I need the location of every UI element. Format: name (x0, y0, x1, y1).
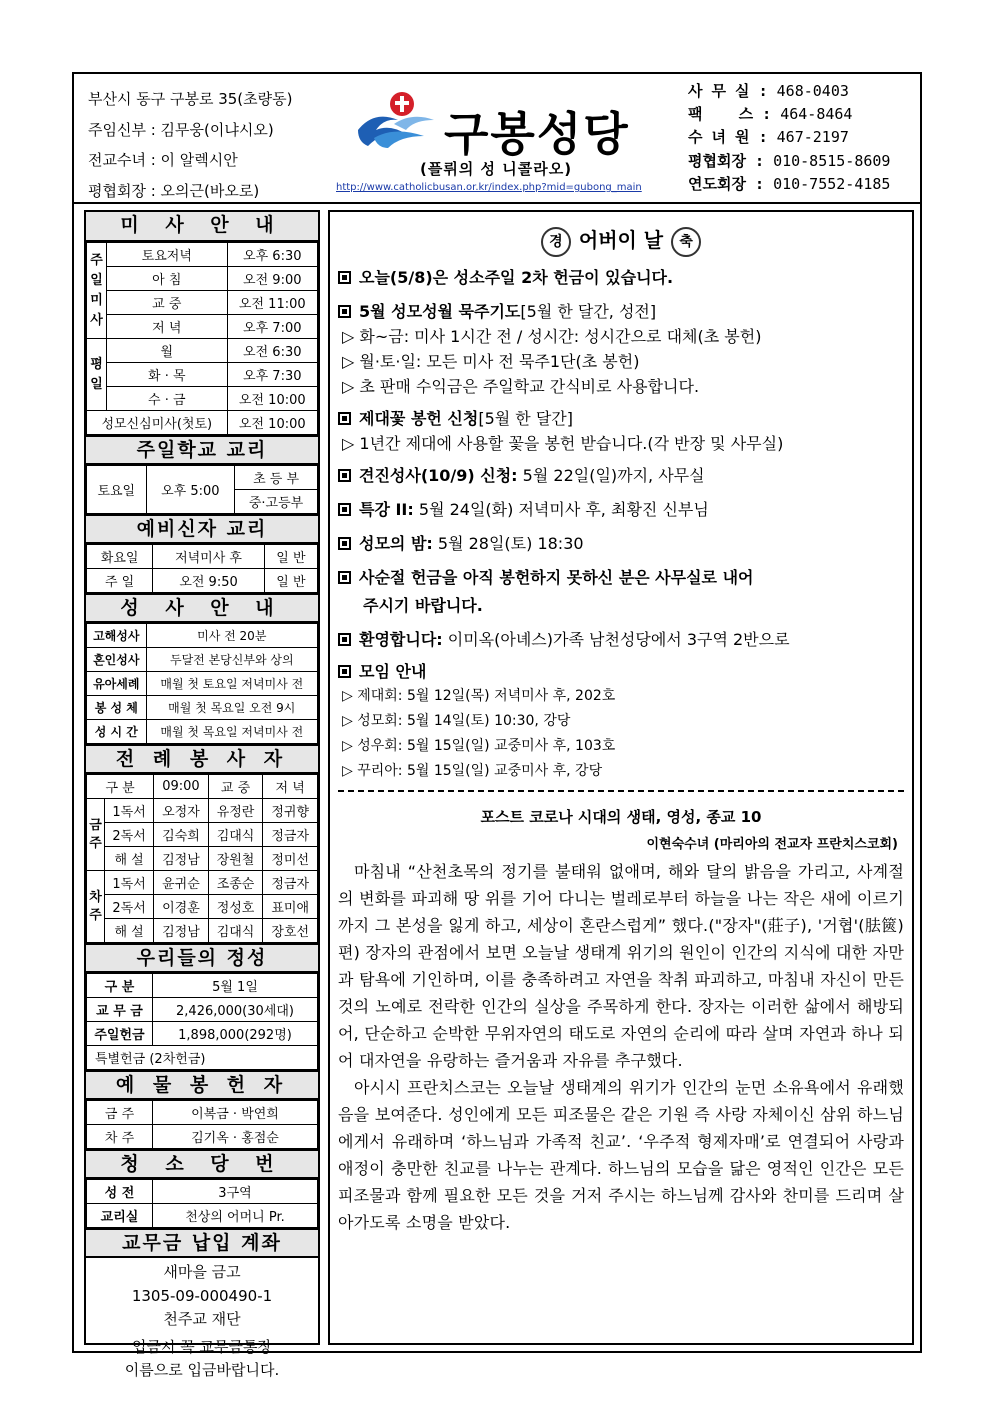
cell: 미사 전 20분 (146, 624, 317, 648)
cell: 구 분 (87, 974, 153, 998)
cell: 윤귀순 (154, 871, 209, 895)
cell: 이경훈 (154, 895, 209, 919)
pastor: 주임신부 : 김무웅(이냐시오) (88, 120, 274, 139)
cleaning-heading: 청 소 당 번 (86, 1149, 318, 1179)
cell: 해 설 (105, 847, 154, 871)
catechumen-table (86, 544, 318, 593)
cell: 정성호 (208, 895, 263, 919)
church-logo-icon (354, 90, 438, 152)
cell: 저 녁 (263, 775, 318, 799)
sacraments-table (86, 623, 318, 744)
mass-name: 화 · 목 (107, 363, 228, 387)
cell: 1독서 (105, 799, 154, 823)
mass-time: 오전 9:00 (227, 267, 317, 291)
bullet-icon (338, 469, 351, 482)
servers-table (86, 774, 318, 943)
account-line: 새마을 금고 (163, 1263, 241, 1281)
notice-item: 제대꽃 봉헌 신청[5월 한 달간] (338, 407, 904, 431)
notice-item: 성모의 밤: 5월 28일(토) 18:30 (338, 532, 904, 556)
offering-heading: 우리들의 정성 (86, 943, 318, 973)
cell: 장호선 (263, 919, 318, 943)
catechumen-heading: 예비신자 교리 (86, 514, 318, 544)
bullet-icon (338, 633, 351, 646)
cell: 특별헌금 (2차헌금) (87, 1046, 318, 1070)
cell: 유아세례 (87, 672, 147, 696)
parish-title: 구봉성당 (444, 107, 630, 161)
cell: 정미선 (263, 847, 318, 871)
account-info (86, 1258, 318, 1383)
cell: 성 전 (87, 1180, 153, 1204)
cell: 5월 1일 (153, 974, 318, 998)
cell: 저녁미사 후 (153, 545, 265, 569)
cell: 1,898,000(292명) (153, 1022, 318, 1046)
cell: 2,426,000(30세대) (153, 998, 318, 1022)
bullet-icon (338, 571, 351, 584)
contact-row: 수 녀 원 : 467-2197 (688, 128, 849, 147)
sunday-label: 주일미사 (87, 243, 107, 339)
divider (338, 790, 904, 792)
sunday-school-table (86, 465, 318, 514)
cell: 오전 9:50 (153, 569, 265, 593)
council: 평협회장 : 오의근(바오로) (88, 181, 260, 200)
right-column (328, 210, 914, 1345)
account-heading: 교무금 납입 계좌 (86, 1228, 318, 1258)
notice-item: 환영합니다: 이미옥(아녜스)가족 남천성당에서 3구역 2반으로 (338, 628, 904, 652)
sub-item: ▷ 월·토·일: 모든 미사 전 묵주1단(초 봉헌) (342, 352, 640, 371)
contact-row: 사 무 실 : 468-0403 (688, 82, 849, 100)
cell: 금주 (87, 799, 105, 871)
contact-row: 연도회장 : 010-7552-4185 (688, 174, 891, 193)
patron-saint: (플뤼의 성 니콜라오) (420, 160, 573, 178)
account-line: 입금시 꼭 교무금통장 (132, 1337, 272, 1356)
header (74, 74, 920, 204)
cell: 금 주 (87, 1101, 153, 1125)
cell: 차 주 (87, 1125, 153, 1149)
notice-item: 특강 II: 5월 24일(화) 저녁미사 후, 최황진 신부님 (338, 498, 904, 522)
cell: 1독서 (105, 871, 154, 895)
cell: 주일헌금 (87, 1022, 153, 1046)
header-info (88, 84, 293, 206)
cell: 3구역 (153, 1180, 318, 1204)
notice-item: 5월 성모성월 묵주기도[5월 한 달간, 성전] (338, 300, 904, 324)
website-link[interactable]: http://www.catholicbusan.or.kr/index.php?mid=gubong_main (336, 182, 642, 193)
cell: 김숙희 (154, 823, 209, 847)
cell: 성 시 간 (87, 720, 147, 744)
school-day: 토요일 (87, 466, 147, 514)
meeting-item: ▷ 제대회: 5월 12일(목) 저녁미사 후, 202호 (342, 688, 616, 704)
cell: 오정자 (154, 799, 209, 823)
sub-item: ▷ 1년간 제대에 사용할 꽃을 봉헌 받습니다.(각 반장 및 사무실) (342, 434, 784, 453)
logo (336, 88, 674, 200)
meeting-item: ▷ 성우회: 5월 15일(일) 교중미사 후, 103호 (342, 738, 616, 754)
bullet-icon (338, 665, 351, 678)
meeting-item: ▷ 성모회: 5월 14일(토) 10:30, 강당 (342, 713, 571, 729)
sunday-school-heading: 주일학교 교리 (86, 435, 318, 465)
cell: 매월 첫 목요일 오전 9시 (146, 696, 317, 720)
cell: 매월 첫 토요일 저녁미사 전 (146, 672, 317, 696)
mass-time: 오후 7:00 (227, 315, 317, 339)
cell: 조종순 (208, 871, 263, 895)
cell: 김정남 (154, 919, 209, 943)
cell: 매월 첫 목요일 저녁미사 전 (146, 720, 317, 744)
bullet-icon (338, 412, 351, 425)
sub-item: ▷ 화~금: 미사 1시간 전 / 성시간: 성시간으로 대체(초 봉헌) (342, 327, 762, 346)
cell: 화요일 (87, 545, 153, 569)
notice-item: 사순절 헌금을 아직 봉헌하지 못하신 분은 사무실로 내어 (338, 566, 904, 590)
bullet-icon (338, 503, 351, 516)
cell: 교 무 금 (87, 998, 153, 1022)
notice-item: 견진성사(10/9) 신청: 5월 22일(일)까지, 사무실 (338, 464, 904, 488)
mass-name: 수 · 금 (107, 387, 228, 411)
cell: 김정남 (154, 847, 209, 871)
mass-name: 성모신심미사(첫토) (87, 411, 228, 435)
account-line: 이름으로 입금바랍니다. (124, 1361, 280, 1379)
article-paragraph: 마침내 “산천초목의 정기를 불태워 없애며, 해와 달의 밝음을 가리고, 사계절의 변화를 파괴해 땅 위를 기어 다니는 벌레로부터 하늘을 나는 작은 새에 이르기까지 그 본성을 잃게 하고, 세상이 혼란스럽게” 했다.("장자"(莊子), '거협'(胠篋) 편) 장자의 관점에서 보면 오늘날 생태계 위기의 원인이 인간의 지식에 대한 자만과 탐욕에 기인하며, 이를 충족하려고 자연을 착취 파괴하고, 마침내 자신이 만든 것의 노예로 전락한 인간의 실상을 주목하게 한다. 장자는 이러한 삶에서 해방되어, 단순하고 순박한 무위자연의 태도로 자연의 순리에 따라 살며 자연과 하나 되어 대자연을 유랑하는 즐거움과 자유를 추구했다. (338, 862, 904, 1070)
cell: 차주 (87, 871, 105, 943)
notice-item: 오늘(5/8)은 성소주일 2차 헌금이 있습니다. (338, 266, 904, 290)
cell: 구 분 (87, 775, 154, 799)
mass-name: 교 중 (107, 291, 228, 315)
donors-heading: 예 물 봉 헌 자 (86, 1070, 318, 1100)
mass-time: 오후 7:30 (227, 363, 317, 387)
address: 부산시 동구 구봉로 35(초량동) (88, 90, 293, 108)
cell: 09:00 (154, 775, 209, 799)
cell: 표미애 (263, 895, 318, 919)
mass-name: 아 침 (107, 267, 228, 291)
mass-time: 오전 6:30 (227, 339, 317, 363)
school-time: 오후 5:00 (146, 466, 235, 514)
cell: 봉 성 체 (87, 696, 147, 720)
article-author: 이현숙수녀 (마리아의 전교자 프란치스코회) (646, 837, 898, 852)
account-line: 1305-09-000490-1 (131, 1286, 273, 1305)
meeting-item: ▷ 꾸리아: 5월 15일(일) 교중미사 후, 강당 (342, 763, 603, 779)
contact-row: 팩 스 : 464-8464 (688, 105, 853, 124)
badge-icon: 축 (671, 227, 701, 257)
school-group: 초 등 부 (235, 466, 318, 490)
cleaning-table (86, 1179, 318, 1228)
cell: 유정란 (208, 799, 263, 823)
bullet-icon (338, 305, 351, 318)
bullet-icon (338, 537, 351, 550)
school-group: 중·고등부 (235, 490, 318, 514)
title-text: 어버이 날 (578, 228, 664, 252)
cell: 장원철 (208, 847, 263, 871)
mass-name: 월 (107, 339, 228, 363)
cell: 김대식 (208, 823, 263, 847)
article-paragraph: 아시시 프란치스코는 오늘날 생태계의 위기가 인간의 눈먼 소유욕에서 유래했음을 보여준다. 성인에게 모든 피조물은 같은 기원 즉 사랑 자체이신 삼위 하느님에게서 유래하며 ‘하느님과 가족적 친교’. ‘우주적 형제자매’로 연결되어 사랑과 애정이 충만한 친교를 나누는 관계다. 하느님의 모습을 닮은 영적인 인간은 모든 피조물과 함께 필요한 모든 것을 거저 주시는 하느님께 감사와 찬미를 드리며 살아가도록 소명을 받았다. (338, 1078, 904, 1232)
cell: 정금자 (263, 871, 318, 895)
sub-item: ▷ 초 판매 수익금은 주일학교 간식비로 사용합니다. (342, 377, 700, 396)
cell: 고해성사 (87, 624, 147, 648)
mass-name: 토요저녁 (107, 243, 228, 267)
cell: 정금자 (263, 823, 318, 847)
notice-title (338, 222, 904, 258)
cell: 이복금 · 박연희 (153, 1101, 318, 1125)
mass-heading: 미 사 안 내 (86, 212, 318, 242)
badge-icon: 경 (541, 227, 571, 257)
servers-heading: 전 례 봉 사 자 (86, 744, 318, 774)
mass-name: 저 녁 (107, 315, 228, 339)
mass-table (86, 242, 318, 435)
mass-time: 오후 6:30 (227, 243, 317, 267)
cell: 천상의 어머니 Pr. (153, 1204, 318, 1228)
cell: 김대식 (208, 919, 263, 943)
cell: 일 반 (264, 569, 317, 593)
donors-table (86, 1100, 318, 1149)
cell: 2독서 (105, 823, 154, 847)
cell: 2독서 (105, 895, 154, 919)
cell: 혼인성사 (87, 648, 147, 672)
cell: 일 반 (264, 545, 317, 569)
contact-row: 평협회장 : 010-8515-8609 (688, 151, 891, 170)
mass-time: 오전 10:00 (227, 411, 317, 435)
cell: 두달전 본당신부와 상의 (146, 648, 317, 672)
cell: 정귀향 (263, 799, 318, 823)
sister: 전교수녀 : 이 알렉시안 (88, 151, 238, 169)
account-line: 천주교 재단 (163, 1310, 241, 1328)
contacts (688, 80, 890, 196)
mass-time: 오전 10:00 (227, 387, 317, 411)
notice-continued: 주시기 바랍니다. (363, 596, 483, 615)
mass-time: 오전 11:00 (227, 291, 317, 315)
sacraments-heading: 성 사 안 내 (86, 593, 318, 623)
cell: 주 일 (87, 569, 153, 593)
cell: 해 설 (105, 919, 154, 943)
notice-item: 모임 안내 (338, 660, 904, 684)
left-column (84, 210, 320, 1379)
cell: 교리실 (87, 1204, 153, 1228)
offering-table (86, 973, 318, 1070)
article-title: 포스트 코로나 시대의 생태, 영성, 종교 10 (480, 808, 762, 826)
weekday-label: 평일 (87, 339, 107, 411)
cell: 김기옥 · 홍점순 (153, 1125, 318, 1149)
cell: 교 중 (208, 775, 263, 799)
bulletin-page (72, 72, 922, 1379)
bullet-icon (338, 271, 351, 284)
article-body (338, 858, 904, 1236)
